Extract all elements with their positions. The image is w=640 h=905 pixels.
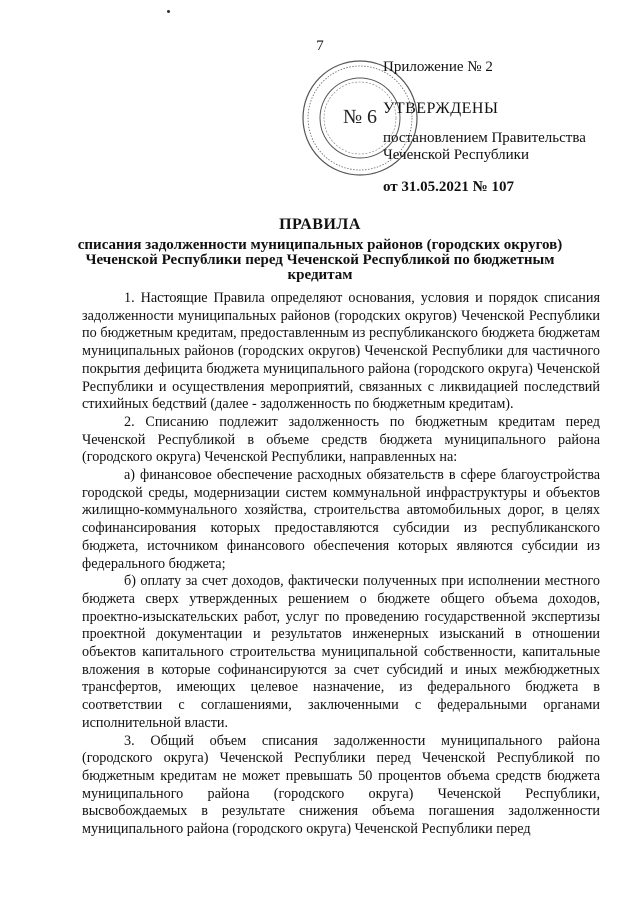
annex-label: Приложение № 2 [383,59,493,75]
resolution-text: постановлением Правительства Чеченской Республики [383,130,586,163]
page-number: 7 [316,38,324,54]
paragraph-2b: б) оплату за счет доходов, фактически полученных при исполнении местного бюджета сверх утвержденных решением о бюджете общего объема доходов, проектно-изыскательских работ, услуг по проведению государственной экспертизы проектной документации и результатов инженерных изысканий в отношении объектов капитального строительства муниципальной собственности, капитальные вложения в которые софинансируются за счет субсидий и иных межбюджетных трансфертов, имеющих целевое назначение, из федерального бюджета в соответствии с соглашениями, заключенными с федеральными органами исполнительной власти. [82,573,600,731]
paragraph-3: 3. Общий объем списания задолженности муниципального района (городского округа) Чеченской Республики перед Чеченской Республикой по бюджетным кредитам не может превышать 50 процентов объема средств бюджета муниципального района (городского округа) Чеченской Республики, высвобождаемых в результате снижения объема погашения задолженности муниципального района (городского округа) Чеченской Республики перед [82,732,600,838]
paragraph-2: 2. Списанию подлежит задолженность по бюджетным кредитам перед Чеченской Республикой в объеме средств бюджета муниципального района (городского округа) Чеченской Республики, направленных на: [82,413,600,466]
paragraph-1: 1. Настоящие Правила определяют основания, условия и порядок списания задолженности муниципальных районов (городских округов) Чеченской Республики по бюджетным кредитам, предоставленным из республиканского бюджета бюджетам муниципальных районов (городских округов) Чеченской Республики для частичного покрытия дефицита бюджета муниципального района (городского округа) Чеченской Республики и осуществления мероприятий, связанных с ликвидацией последствий стихийных бедствий (далее - задолженность по бюджетным кредитам). [82,290,600,413]
title-main: ПРАВИЛА [279,216,361,233]
paragraph-2a: а) финансовое обеспечение расходных обязательств в сфере благоустройства городской среды, модернизации систем коммунальной инфраструктуры и объектов жилищно-коммунального хозяйства, строительства автомобильных дорог, в целях софинансирования которых предоставляются субсидии из республиканского бюджета, источником финансового обеспечения которых являются субсидии из федерального бюджета; [82,467,600,572]
approval-block [383,58,623,196]
approved-label: УТВЕРЖДЕНЫ [383,100,499,117]
document-title [0,216,640,283]
title-subtitle: списания задолженности муниципальных районов (городских округов) Чеченской Республики перед Чеченской Республикой по бюджетным кредитам [77,237,563,283]
scan-dot-mark [167,10,170,13]
document-body [82,290,600,839]
seal-number: № 6 [342,106,378,128]
decree-date-number: от 31.05.2021 № 107 [383,179,514,195]
